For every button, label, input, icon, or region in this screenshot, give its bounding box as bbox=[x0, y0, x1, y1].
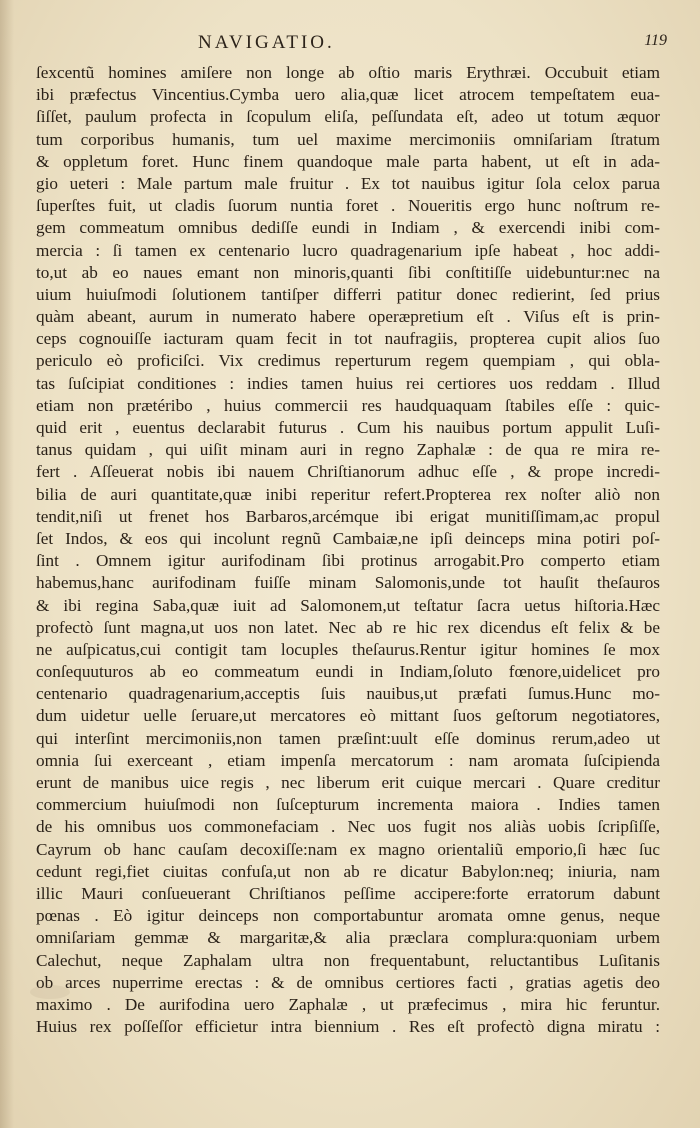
page-header bbox=[36, 30, 676, 60]
text-line: ceps cognouiſſe iacturam quam fecit in tot naufragiis, propterea cupit alios ſuo bbox=[36, 329, 660, 349]
text-line: quid erit , euentus declarabit futurus . Cum his nauibus portum appulit Luſi- bbox=[36, 418, 660, 437]
text-line: bilia de auri quantitate,quæ inibi reperitur refert.Propterea rex noſter aliò non bbox=[36, 484, 660, 504]
text-line: Calechut, neque Zaphalam ultra non frequentabunt, reluctantibus Luſitanis bbox=[36, 950, 660, 970]
text-line: & oppletum foret. Hunc finem quandoque male parta habent, ut eſt in ada- bbox=[36, 151, 660, 171]
body-text bbox=[36, 62, 660, 1038]
text-line: to,ut ab eo naues emant non minoris,quanti ſibi conſtitiſſe uidebuntur:nec na bbox=[36, 262, 660, 282]
text-line: tas ſuſcipiat conditiones : indies tamen huius rei certiores uos reddam . Illud bbox=[36, 373, 660, 393]
text-line: omnia ſui exerceant , etiam impenſa mercatorum : nam aromata ſuſcipienda bbox=[36, 750, 660, 770]
text-line: gem commeatum omnibus dediſſe eundi in Indiam , & exercendi inibi com- bbox=[36, 218, 660, 238]
text-line: ſiſſet, paulum profecta in ſcopulum eliſa, peſſundata eſt, adeo ut totum æquor bbox=[36, 107, 660, 127]
text-line: pœnas . Eò igitur deinceps non comportabuntur aromata omne genus, neque bbox=[36, 906, 660, 926]
text-line: uium huiuſmodi ſolutionem tantiſper differri patitur donec redierint, ſed prius bbox=[36, 284, 660, 304]
text-line: maximo . De aurifodina uero Zaphalæ , ut præfecimus , mira hic feruntur. bbox=[36, 994, 660, 1014]
text-line: tanus quidam , qui uiſit minam auri in regno Zaphalæ : de qua re mira re- bbox=[36, 440, 660, 460]
text-line: & ibi regina Saba,quæ iuit ad Salomonem,ut teſtatur ſacra uetus hiſtoria.Hæc bbox=[36, 595, 660, 615]
text-line: ob arces nuperrime erectas : & de omnibus certiores facti , gratias agetis deo bbox=[36, 972, 660, 992]
running-title: NAVIGATIO. bbox=[198, 32, 335, 53]
text-line: conſequuturos ab eo commeatum eundi in Indiam,ſoluto fœnore,uidelicet pro bbox=[36, 662, 660, 682]
text-line: ne auſpicatus,cui contigit tam locuples theſaurus.Rentur igitur homines ſe mox bbox=[36, 639, 660, 659]
text-line: centenario quadragenarium,acceptis ſuis nauibus,ut præfati ſumus.Hunc mo- bbox=[36, 684, 660, 704]
text-line: ſexcentũ homines amiſere non longe ab oſtio maris Erythræi. Occubuit etiam bbox=[36, 63, 660, 82]
text-line: quàm abeant, aurum in numerato habere operæpretium eſt . Viſus eſt is prin- bbox=[36, 307, 660, 327]
text-line: habemus,hanc aurifodinam fuiſſe minam Salomonis,unde tot hauſit theſauros bbox=[36, 573, 660, 593]
text-line: periculo eò proficiſci. Vix credimus reperturum regem quempiam , qui obla- bbox=[36, 351, 660, 371]
text-line: erunt de manibus uice regis , nec liberum erit cuique mercari . Quare creditur bbox=[36, 773, 660, 792]
text-line: illic Mauri conſueuerant Chriſtianos peſſime accipere:forte erratorum dabunt bbox=[36, 883, 660, 903]
text-line: ſint . Omnem igitur aurifodinam ſibi protinus arrogabit.Pro comperto etiam bbox=[36, 551, 660, 571]
text-line: tendit,niſi ut frenet hos Barbaros,arcémque ibi erigat munitiſſimam,ac propul bbox=[36, 506, 660, 526]
text-line: Cayrum ob hanc cauſam decoxiſſe:nam ex magno orientaliũ emporio,ſi hæc ſuc bbox=[36, 839, 660, 859]
text-line: de his omnibus uos commonefaciam . Nec uos fugit nos aliàs uobis ſcripſiſſe, bbox=[36, 817, 660, 837]
page-number: 119 bbox=[644, 32, 667, 49]
text-line: profectò ſunt magna,ut uos non latet. Nec ab re hic rex dicendus eſt felix & be bbox=[36, 617, 660, 637]
text-line: gio ueteri : Male partum male fruitur . Ex tot nauibus igitur ſola celox parua bbox=[36, 173, 660, 193]
text-line: mercia : ſi tamen ex centenario lucro quadragenarium ipſe habeat , hoc addi- bbox=[36, 240, 660, 260]
text-line: commercium huiuſmodi non ſuſcepturum incrementa maiora . Indies tamen bbox=[36, 795, 660, 815]
text-line: ſet Indos, & eos qui incolunt regnũ Cambaiæ,ne ipſi deinceps mina potiri poſ- bbox=[36, 528, 660, 548]
text-line: tum corporibus humanis, tum uel maxime mercimoniis omniſariam ſtratum bbox=[36, 129, 660, 149]
text-line: cedunt regi,fiet ciuitas confuſa,ut non ab re dicatur Babylon:neq; iniuria, nam bbox=[36, 861, 660, 881]
text-line: fert . Aſſeuerat nobis ibi nauem Chriſtianorum adhuc eſſe , & prope incredi- bbox=[36, 462, 660, 482]
text-line: ibi præfectus Vincentius.Cymba uero alia,quæ licet atrocem tempeſtatem eua- bbox=[36, 85, 660, 105]
page-gutter-shadow bbox=[0, 0, 14, 1128]
text-line: qui interſint mercimoniis,non tamen præſint:uult eſſe dominus rerum,adeo ut bbox=[36, 728, 660, 748]
text-line: etiam non prætéribo , huius commercii res haudquaquam ſtabiles eſſe : quic- bbox=[36, 395, 660, 415]
text-line: ſuperſtes fuit, ut cladis ſuorum nuntia foret . Noueritis ergo hunc noſtrum re- bbox=[36, 196, 660, 216]
paper-stain bbox=[30, 985, 70, 999]
text-line: omniſariam gemmæ & margaritæ,& alia præclara complura:quoniam urbem bbox=[36, 928, 660, 948]
text-line: Huius rex poſſeſſor efficietur intra biennium . Res eſt profectò digna miratu : bbox=[36, 1017, 660, 1037]
text-line: dum uidetur uelle ſeruare,ut mercatores eò mittant ſuos geſtorum negotiatores, bbox=[36, 706, 660, 726]
